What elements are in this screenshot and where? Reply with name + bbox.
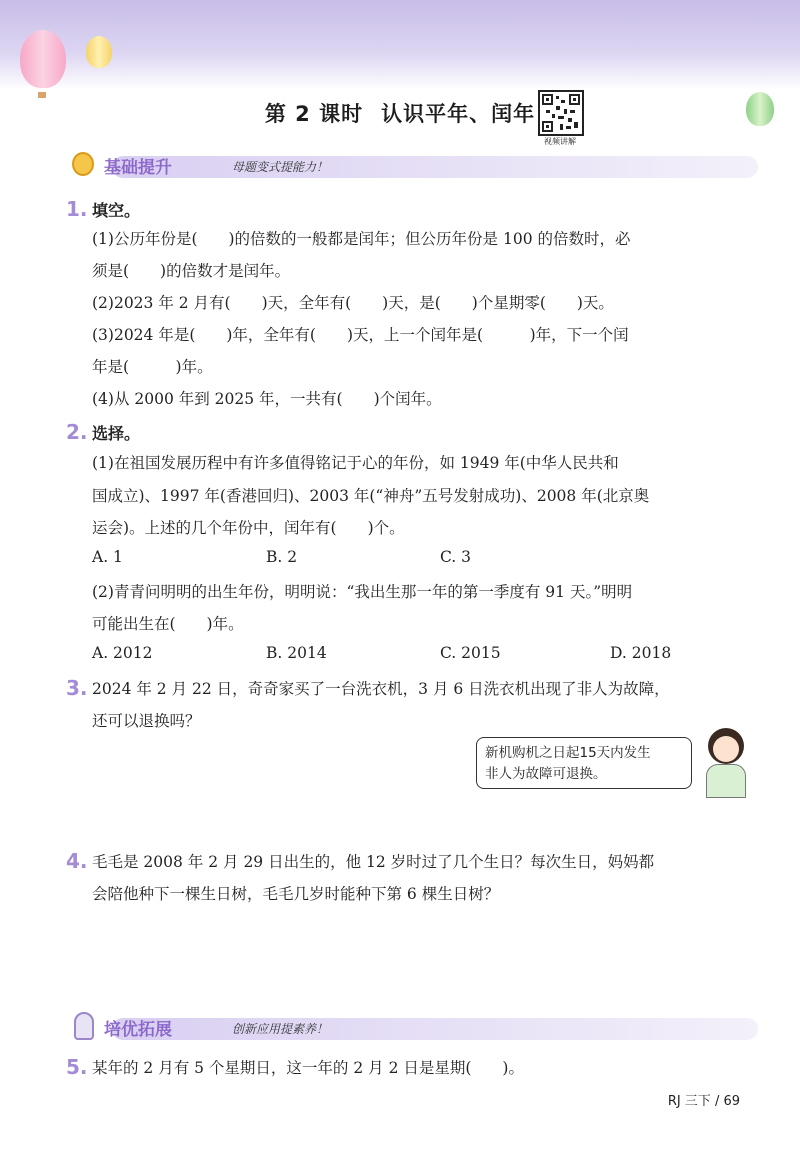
question-line: 毛毛是 2008 年 2 月 29 日出生的，他 12 岁时过了几个生日？每次生日，妈妈都	[92, 853, 655, 871]
question-line: (1)公历年份是( )的倍数的一般都是闰年；但公历年份是 100 的倍数时，必	[92, 230, 631, 248]
question-line: (4)从 2000 年到 2025 年，一共有( )个闰年。	[92, 390, 442, 408]
question-line: 2024 年 2 月 22 日，奇奇家买了一台洗衣机，3 月 6 日洗衣机出现了非人为故障，	[92, 680, 670, 698]
question-number: 4.	[66, 849, 88, 873]
section-bar	[112, 156, 758, 178]
question-line: 还可以退换吗？	[92, 712, 201, 730]
question-number: 1.	[66, 197, 88, 221]
section-subtitle: 创新应用提素养！	[232, 1022, 329, 1036]
header-background	[0, 0, 800, 90]
option-b[interactable]: B. 2	[266, 548, 298, 566]
option-b[interactable]: B. 2014	[266, 644, 327, 662]
hot-air-balloon-icon	[20, 30, 66, 88]
section-title: 培优拓展	[104, 1020, 172, 1040]
question-number: 3.	[66, 676, 88, 700]
speech-bubble	[476, 737, 692, 789]
question-line: 运会)。上述的几个年份中，闰年有( )个。	[92, 519, 405, 537]
section-bar	[112, 1018, 758, 1040]
section-title: 基础提升	[104, 158, 172, 178]
page-number: RJ 三下 / 69	[667, 1094, 740, 1109]
question-heading: 填空。	[92, 201, 141, 220]
section-header-extension	[72, 1012, 758, 1042]
lesson-number: 第 2 课时	[264, 102, 364, 126]
question-line: (1)在祖国发展历程中有许多值得铭记于心的年份，如 1949 年(中华人民共和	[92, 454, 619, 472]
question-number: 5.	[66, 1055, 88, 1079]
question-line: 会陪他种下一棵生日树，毛毛几岁时能种下第 6 棵生日树？	[92, 885, 500, 903]
question-line: 年是( )年。	[92, 358, 213, 376]
section-subtitle: 母题变式提能力！	[232, 160, 329, 174]
question-heading: 选择。	[92, 424, 141, 443]
bubble-line: 非人为故障可退换。	[485, 766, 607, 782]
teacher-illustration	[700, 728, 752, 798]
option-c[interactable]: C. 2015	[440, 644, 501, 662]
option-a[interactable]: A. 1	[92, 548, 123, 566]
question-line: 可能出生在( )年。	[92, 615, 244, 633]
question-line: 须是( )的倍数才是闰年。	[92, 262, 291, 280]
section-header-basic	[72, 150, 758, 180]
qr-caption: 视频讲解	[544, 137, 576, 146]
rocket-icon	[74, 1012, 94, 1040]
question-number: 2.	[66, 420, 88, 444]
option-a[interactable]: A. 2012	[92, 644, 153, 662]
question-line: (2)2023 年 2 月有( )天，全年有( )天，是( )个星期零( )天。	[92, 294, 614, 312]
hot-air-balloon-icon	[86, 36, 112, 68]
question-line: 某年的 2 月有 5 个星期日，这一年的 2 月 2 日是星期( )。	[92, 1059, 524, 1077]
question-line: (2)青青问明明的出生年份，明明说：“我出生那一年的第一季度有 91 天。”明明	[92, 583, 633, 601]
page-title	[0, 98, 800, 128]
qr-code-icon[interactable]	[538, 90, 584, 136]
bubble-line: 新机购机之日起15天内发生	[485, 745, 651, 761]
question-line: 国成立)、1997 年(香港回归)、2003 年(“神舟”五号发射成功)、2008 年(北京奥	[92, 487, 650, 505]
question-line: (3)2024 年是( )年，全年有( )天，上一个闰年是( )年，下一个闰	[92, 326, 629, 344]
option-c[interactable]: C. 3	[440, 548, 472, 566]
lightbulb-icon	[72, 152, 94, 176]
option-d[interactable]: D. 2018	[610, 644, 672, 662]
lesson-title: 认识平年、闰年	[381, 102, 536, 126]
